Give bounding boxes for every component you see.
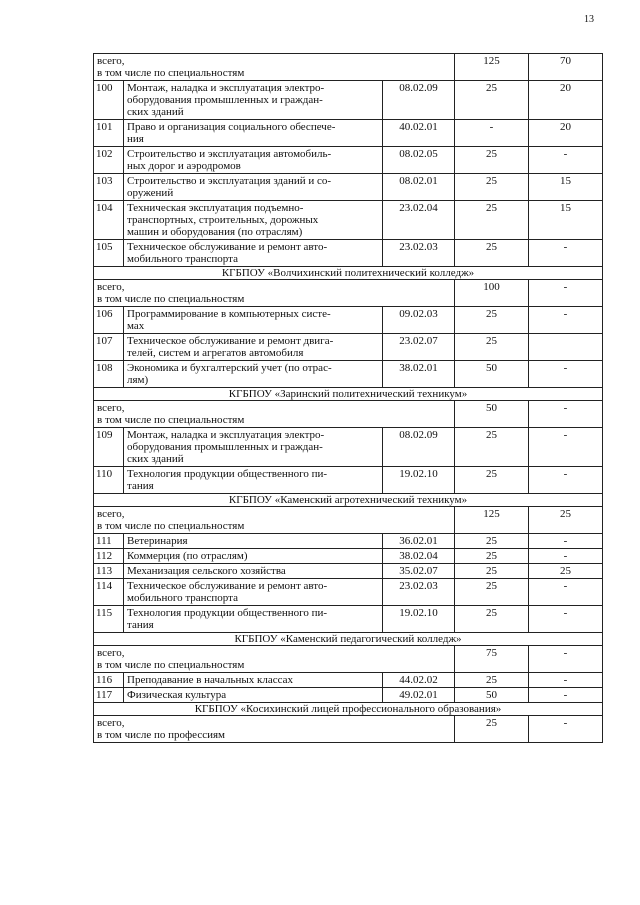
row-number: [94, 534, 124, 549]
specialty-name-line: тания: [127, 619, 154, 631]
value: 25: [486, 175, 497, 187]
value-1: [455, 361, 529, 388]
value: -: [563, 607, 568, 619]
specialty-code: [383, 534, 455, 549]
specialty-name-line: Ветеринария: [127, 535, 188, 547]
specialty-name-line: Программирование в компьютерных систе-: [127, 308, 331, 320]
specialty-name-line: оружений: [127, 187, 174, 199]
value: 25: [486, 148, 497, 160]
value-2: [529, 201, 603, 240]
value-1: [455, 606, 529, 633]
row-number: [94, 307, 124, 334]
total-label-line: всего,: [97, 508, 125, 520]
total-value-1: [455, 401, 529, 428]
total-label-line: в том числе по специальностям: [97, 293, 245, 305]
code-text: 19.02.10: [399, 468, 438, 480]
value: -: [563, 148, 568, 160]
value-2: [529, 174, 603, 201]
specialty-name-line: Монтаж, наладка и эксплуатация электро-: [127, 429, 325, 441]
table-row: [94, 81, 603, 120]
code-text: 23.02.04: [399, 202, 438, 214]
total-label: [94, 716, 455, 743]
value-1: [455, 201, 529, 240]
specialty-name-line: мах: [127, 320, 145, 332]
total-label-line: всего,: [97, 717, 125, 729]
value-1: [455, 81, 529, 120]
specialty-name: [124, 361, 383, 388]
specialty-name-line: мобильного транспорта: [127, 592, 238, 604]
value: 25: [486, 717, 497, 729]
value: -: [563, 674, 568, 686]
row-number-text: 101: [96, 121, 113, 133]
code-text: 44.02.02: [399, 674, 438, 686]
specialty-name-line: транспортных, строительных, дорожных: [127, 214, 319, 226]
row-number: [94, 120, 124, 147]
institution-header-row: [94, 633, 603, 646]
total-value-2: [529, 280, 603, 307]
institution-header-row: [94, 267, 603, 280]
code-text: 38.02.04: [399, 550, 438, 562]
code-text: 08.02.09: [399, 82, 438, 94]
row-number-text: 108: [96, 362, 113, 374]
total-row: [94, 280, 603, 307]
row-number-text: 112: [96, 550, 113, 562]
value: 125: [483, 508, 500, 520]
specialty-name-line: Технология продукции общественного пи-: [127, 468, 328, 480]
total-label-line: в том числе по специальностям: [97, 414, 245, 426]
total-value-2: [529, 401, 603, 428]
specialty-name: [124, 201, 383, 240]
specialty-name-line: Преподавание в начальных классах: [127, 674, 294, 686]
specialty-name-line: Техническое обслуживание и ремонт авто-: [127, 241, 328, 253]
row-number: [94, 564, 124, 579]
code-text: 08.02.09: [399, 429, 438, 441]
institution-header-row: [94, 388, 603, 401]
table-row: [94, 174, 603, 201]
institution-title: [94, 633, 603, 646]
total-value-2: [529, 54, 603, 81]
table-row: [94, 534, 603, 549]
institution-header-row: [94, 703, 603, 716]
row-number: [94, 549, 124, 564]
row-number: [94, 428, 124, 467]
value: 25: [486, 565, 497, 577]
code-text: 38.02.01: [399, 362, 438, 374]
institution-name: КГБПОУ «Каменский педагогический колледж»: [234, 633, 462, 645]
specialty-code: [383, 240, 455, 267]
value-1: [455, 564, 529, 579]
specialty-name-line: оборудования промышленных и граждан-: [127, 94, 323, 106]
specialty-code: [383, 428, 455, 467]
total-label-line: всего,: [97, 281, 125, 293]
value: 100: [483, 281, 500, 293]
total-label: [94, 54, 455, 81]
value: -: [563, 241, 568, 253]
row-number-text: 116: [96, 674, 113, 686]
value: 25: [486, 202, 497, 214]
value: 25: [560, 565, 571, 577]
table-row: [94, 120, 603, 147]
specialty-name-line: Экономика и бухгалтерский учет (по отрас-: [127, 362, 332, 374]
value-1: [455, 307, 529, 334]
row-number: [94, 240, 124, 267]
specialty-name: [124, 579, 383, 606]
value-2: [529, 534, 603, 549]
total-label: [94, 401, 455, 428]
value-1: [455, 334, 529, 361]
value: 25: [486, 335, 497, 347]
institution-name: КГБПОУ «Заринский политехнический техникум»: [228, 388, 468, 400]
row-number: [94, 201, 124, 240]
specialty-name-line: Техническая эксплуатация подъемно-: [127, 202, 304, 214]
total-value-1: [455, 646, 529, 673]
specialty-name-line: ния: [127, 133, 144, 145]
value: -: [563, 647, 568, 659]
specialty-name: [124, 467, 383, 494]
institution-name: КГБПОУ «Косихинский лицей профессионального образования»: [194, 703, 502, 715]
total-label-line: всего,: [97, 647, 125, 659]
code-text: 08.02.05: [399, 148, 438, 160]
value: 125: [483, 55, 500, 67]
value-1: [455, 147, 529, 174]
value: 25: [486, 550, 497, 562]
specialty-code: [383, 549, 455, 564]
total-value-1: [455, 716, 529, 743]
table-row: [94, 334, 603, 361]
table-row: [94, 428, 603, 467]
value-2: [529, 361, 603, 388]
value-2: [529, 549, 603, 564]
institution-title: [94, 267, 603, 280]
code-text: 23.02.03: [399, 241, 438, 253]
institution-title: [94, 494, 603, 507]
total-value-1: [455, 54, 529, 81]
specialty-code: [383, 606, 455, 633]
value-1: [455, 428, 529, 467]
specialty-name: [124, 240, 383, 267]
value: -: [563, 550, 568, 562]
value: 20: [560, 82, 571, 94]
total-label: [94, 646, 455, 673]
row-number-text: 113: [96, 565, 113, 577]
specialty-code: [383, 307, 455, 334]
value-2: [529, 579, 603, 606]
total-label-line: в том числе по специальностям: [97, 67, 245, 79]
row-number-text: 115: [96, 607, 113, 619]
total-label: [94, 507, 455, 534]
row-number: [94, 688, 124, 703]
table-row: [94, 579, 603, 606]
table-row: [94, 307, 603, 334]
specialty-name-line: Строительство и эксплуатация зданий и со-: [127, 175, 332, 187]
total-row: [94, 646, 603, 673]
value-1: [455, 467, 529, 494]
value: 15: [560, 202, 571, 214]
value: 50: [486, 362, 497, 374]
specialty-name: [124, 174, 383, 201]
value-2: [529, 428, 603, 467]
specialty-code: [383, 147, 455, 174]
row-number: [94, 579, 124, 606]
row-number: [94, 334, 124, 361]
specialty-name-line: телей, систем и агрегатов автомобиля: [127, 347, 304, 359]
row-number-text: 114: [96, 580, 113, 592]
row-number: [94, 467, 124, 494]
value: 25: [486, 468, 497, 480]
value: -: [563, 535, 568, 547]
specialty-name: [124, 606, 383, 633]
specialty-name-line: Техническое обслуживание и ремонт авто-: [127, 580, 328, 592]
specialty-name: [124, 334, 383, 361]
value-1: [455, 174, 529, 201]
specialty-name-line: Технология продукции общественного пи-: [127, 607, 328, 619]
table-row: [94, 201, 603, 240]
code-text: 40.02.01: [399, 121, 438, 133]
value-1: [455, 534, 529, 549]
specialty-name-line: ских зданий: [127, 453, 184, 465]
value: 15: [560, 175, 571, 187]
code-text: 49.02.01: [399, 689, 438, 701]
code-text: 36.02.01: [399, 535, 438, 547]
value: -: [563, 308, 568, 320]
specialty-name: [124, 688, 383, 703]
value: -: [563, 281, 568, 293]
value-2: [529, 606, 603, 633]
value: 25: [486, 607, 497, 619]
institution-title: [94, 388, 603, 401]
value: -: [563, 402, 568, 414]
value-2: [529, 81, 603, 120]
institution-title: [94, 703, 603, 716]
specialty-name-line: лям): [127, 374, 149, 386]
value-1: [455, 240, 529, 267]
specialty-name: [124, 564, 383, 579]
value-2: [529, 307, 603, 334]
code-text: 09.02.03: [399, 308, 438, 320]
value: 25: [486, 308, 497, 320]
specialty-name-line: мобильного транспорта: [127, 253, 238, 265]
value-2: [529, 120, 603, 147]
specialty-name: [124, 673, 383, 688]
total-label-line: в том числе по профессиям: [97, 729, 226, 741]
specialty-name-line: Физическая культура: [127, 689, 227, 701]
table-row: [94, 361, 603, 388]
row-number-text: 104: [96, 202, 113, 214]
total-label: [94, 280, 455, 307]
specialty-code: [383, 673, 455, 688]
specialty-name: [124, 120, 383, 147]
specialty-name-line: ных дорог и аэродромов: [127, 160, 241, 172]
value-2: [529, 240, 603, 267]
specialty-name-line: Техническое обслуживание и ремонт двига-: [127, 335, 334, 347]
total-label-line: в том числе по специальностям: [97, 520, 245, 532]
code-text: 19.02.10: [399, 607, 438, 619]
row-number-text: 109: [96, 429, 113, 441]
code-text: 35.02.07: [399, 565, 438, 577]
table-row: [94, 673, 603, 688]
total-value-2: [529, 646, 603, 673]
value: -: [563, 717, 568, 729]
row-number: [94, 606, 124, 633]
specialty-code: [383, 174, 455, 201]
row-number: [94, 361, 124, 388]
row-number: [94, 673, 124, 688]
value: 25: [486, 82, 497, 94]
specialty-name: [124, 534, 383, 549]
value: 25: [486, 580, 497, 592]
total-label-line: в том числе по специальностям: [97, 659, 245, 671]
total-row: [94, 401, 603, 428]
institution-header-row: [94, 494, 603, 507]
specialty-code: [383, 81, 455, 120]
specialty-code: [383, 579, 455, 606]
value: -: [563, 429, 568, 441]
value-2: [529, 564, 603, 579]
specialty-name-line: Строительство и эксплуатация автомобиль-: [127, 148, 332, 160]
row-number-text: 105: [96, 241, 113, 253]
institution-name: КГБПОУ «Каменский агротехнический техникум»: [228, 494, 468, 506]
specialty-name: [124, 549, 383, 564]
total-value-1: [455, 280, 529, 307]
value-1: [455, 120, 529, 147]
total-value-2: [529, 716, 603, 743]
specialty-name-line: Право и организация социального обеспече-: [127, 121, 336, 133]
value-1: [455, 688, 529, 703]
code-text: 08.02.01: [399, 175, 438, 187]
specialty-code: [383, 564, 455, 579]
table-row: [94, 147, 603, 174]
specialty-code: [383, 361, 455, 388]
specialty-code: [383, 688, 455, 703]
table-row: [94, 467, 603, 494]
value: 25: [486, 535, 497, 547]
value: 20: [560, 121, 571, 133]
code-text: 23.02.07: [399, 335, 438, 347]
row-number-text: 106: [96, 308, 113, 320]
value: 25: [486, 674, 497, 686]
value: -: [563, 362, 568, 374]
specialty-name-line: ских зданий: [127, 106, 184, 118]
total-row: [94, 716, 603, 743]
specialty-name: [124, 81, 383, 120]
specialty-code: [383, 120, 455, 147]
value-2: [529, 467, 603, 494]
table-row: [94, 549, 603, 564]
row-number-text: 102: [96, 148, 113, 160]
total-label-line: всего,: [97, 55, 125, 67]
specialty-name-line: машин и оборудования (по отраслям): [127, 226, 303, 238]
row-number: [94, 174, 124, 201]
specialty-name-line: Механизация сельского хозяйства: [127, 565, 286, 577]
table-row: [94, 606, 603, 633]
value-1: [455, 579, 529, 606]
row-number: [94, 147, 124, 174]
value-2: [529, 147, 603, 174]
total-row: [94, 54, 603, 81]
total-label-line: всего,: [97, 402, 125, 414]
value-1: [455, 673, 529, 688]
table-row: [94, 240, 603, 267]
value-2: [529, 688, 603, 703]
value: 75: [486, 647, 497, 659]
value: -: [563, 468, 568, 480]
value: 25: [486, 241, 497, 253]
total-value-1: [455, 507, 529, 534]
value-1: [455, 549, 529, 564]
specialty-name-line: оборудования промышленных и граждан-: [127, 441, 323, 453]
specialty-code: [383, 467, 455, 494]
total-row: [94, 507, 603, 534]
row-number-text: 103: [96, 175, 113, 187]
specialty-name: [124, 428, 383, 467]
value: 25: [560, 508, 571, 520]
page-number: 13: [584, 14, 594, 25]
row-number-text: 111: [96, 535, 112, 547]
value: 70: [560, 55, 571, 67]
row-number-text: 107: [96, 335, 113, 347]
specialty-name: [124, 307, 383, 334]
total-value-2: [529, 507, 603, 534]
value-2: [529, 673, 603, 688]
value: 50: [486, 402, 497, 414]
specialty-name: [124, 147, 383, 174]
value: 50: [486, 689, 497, 701]
specialty-name-line: Монтаж, наладка и эксплуатация электро-: [127, 82, 325, 94]
table-body: [94, 54, 603, 743]
row-number-text: 110: [96, 468, 113, 480]
code-text: 23.02.03: [399, 580, 438, 592]
specialty-code: [383, 201, 455, 240]
enrollment-table: [93, 53, 603, 743]
value-2: [529, 334, 603, 361]
row-number: [94, 81, 124, 120]
specialty-name-line: Коммерция (по отраслям): [127, 550, 248, 562]
value: -: [563, 689, 568, 701]
table-row: [94, 564, 603, 579]
value: 25: [486, 429, 497, 441]
value: -: [563, 580, 568, 592]
table-row: [94, 688, 603, 703]
specialty-code: [383, 334, 455, 361]
institution-name: КГБПОУ «Волчихинский политехнический колледж»: [221, 267, 475, 279]
specialty-name-line: тания: [127, 480, 154, 492]
row-number-text: 100: [96, 82, 113, 94]
row-number-text: 117: [96, 689, 113, 701]
value: -: [489, 121, 494, 133]
